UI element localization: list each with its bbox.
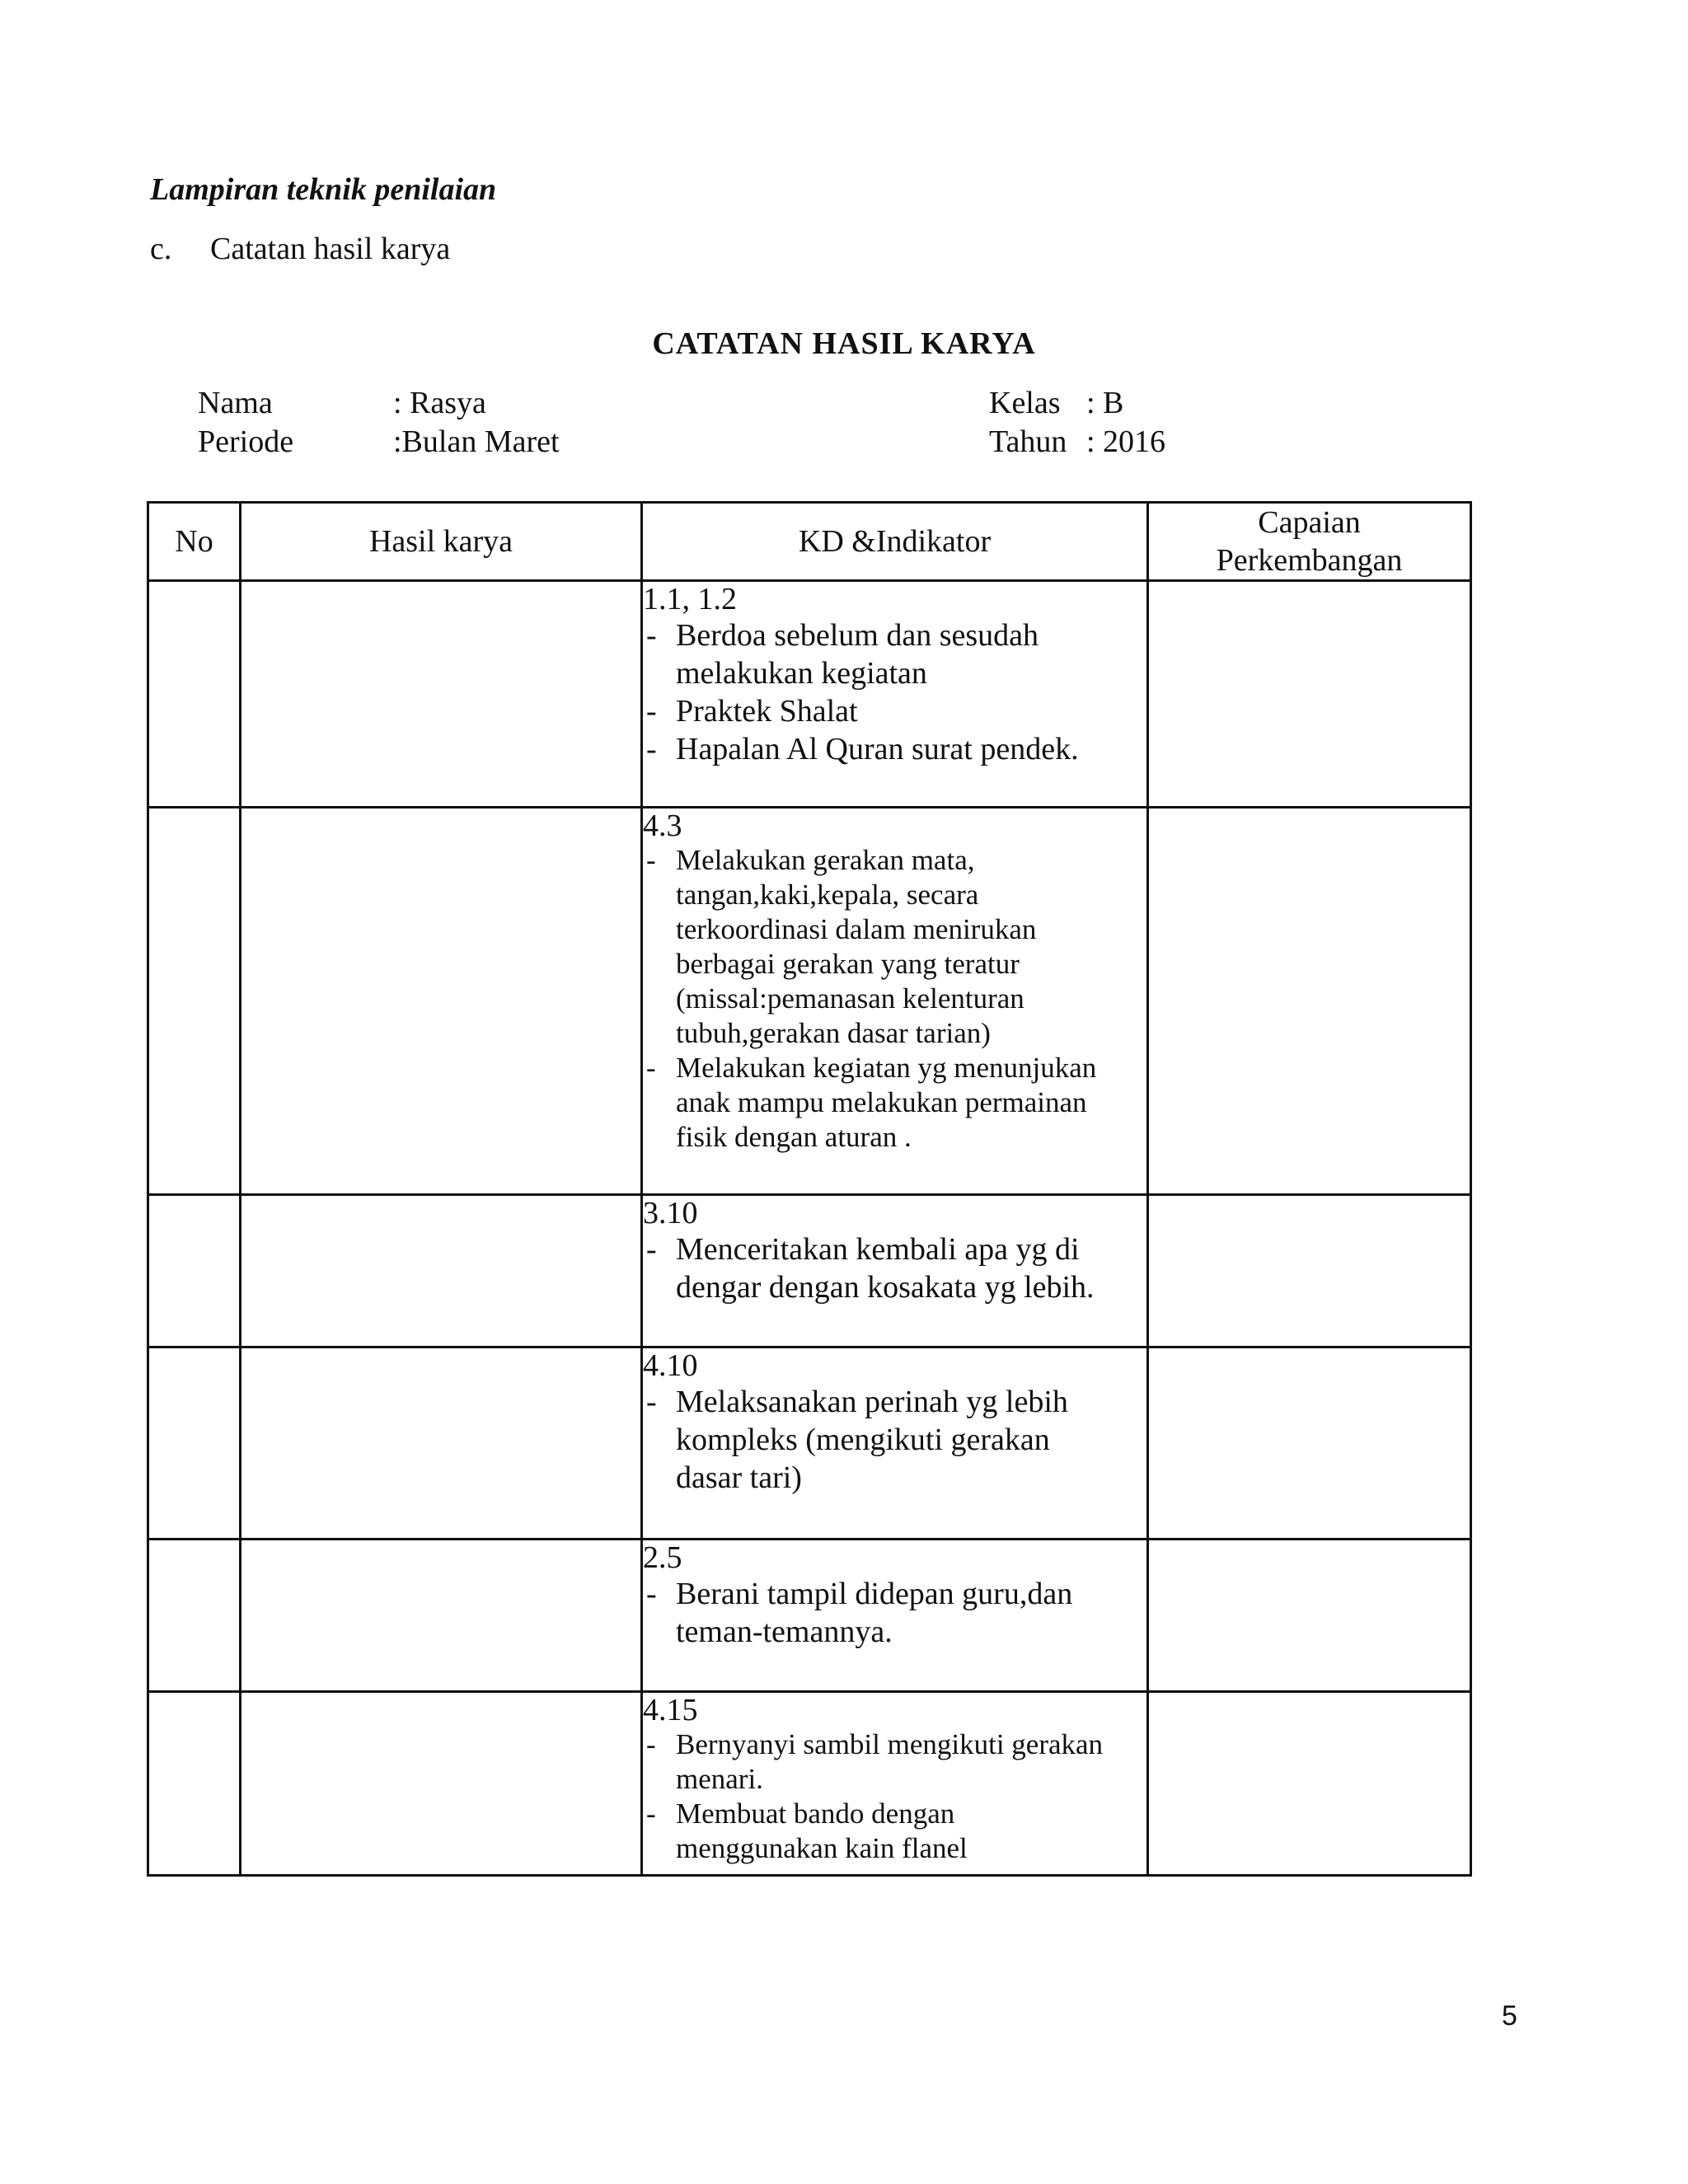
indikator-item: - Berani tampil didepan guru,dan teman-temannya. [643,1575,1146,1651]
capaian-cell [1148,581,1471,808]
periode-value: :Bulan Maret [393,424,560,459]
header-capaian [1148,503,1471,581]
indikator-item: - Berdoa sebelum dan sesudah melakukan kegiatan [643,616,1146,692]
kd-code: 4.15 [643,1693,698,1727]
indikator-item: - Menceritakan kembali apa yg di dengar dengan kosakata yg lebih. [643,1230,1146,1306]
hasil-karya-cell [241,581,642,808]
capaian-cell [1148,1347,1471,1540]
hasil-karya-cell [241,1540,642,1692]
table-row [148,1347,1471,1540]
indikator-item: - Melakukan gerakan mata, tangan,kaki,kepala, secara terkoordinasi dalam menirukan berbagai gerakan yang teratur (missal:pemanasan kelenturan tubuh,gerakan dasar tarian) [643,843,1146,1051]
kd-cell [642,1195,1148,1347]
indikator-item: - Bernyanyi sambil mengikuti gerakan menari. [643,1727,1146,1797]
header-capaian-line2: Perkembangan [1216,543,1403,578]
no-cell [148,1195,241,1347]
nama-label: Nama [198,386,273,420]
kd-cell [642,581,1148,808]
kelas-label: Kelas [989,386,1061,420]
kd-code: 1.1, 1.2 [643,582,737,616]
header-no: No [148,503,241,581]
header-kd-indikator: KD &Indikator [642,503,1148,581]
kd-cell [642,1347,1148,1540]
indikator-item: - Membuat bando dengan menggunakan kain flanel [643,1797,1146,1866]
header-hasil-karya: Hasil karya [241,503,642,581]
kd-cell [642,1692,1148,1876]
header-capaian-line1: Capaian [1258,505,1361,540]
hasil-karya-cell [241,1347,642,1540]
section-heading: Lampiran teknik penilaian [150,172,497,207]
hasil-karya-table [147,501,1472,1877]
indikator-list [643,1230,1146,1306]
table-row [148,808,1471,1195]
table-row [148,581,1471,808]
document-title: CATATAN HASIL KARYA [652,326,1036,361]
hasil-karya-cell [241,1692,642,1876]
indikator-list [643,1575,1146,1651]
no-cell [148,581,241,808]
kd-code: 4.3 [643,808,682,843]
indikator-list [643,616,1146,768]
table-header-row [148,503,1471,581]
kd-cell [642,1540,1148,1692]
item-text: Catatan hasil karya [210,232,451,266]
indikator-list [643,1727,1146,1866]
kd-code: 4.10 [643,1348,698,1383]
capaian-cell [1148,808,1471,1195]
no-cell [148,1347,241,1540]
periode-label: Periode [198,424,294,459]
hasil-karya-cell [241,1195,642,1347]
kd-cell [642,808,1148,1195]
nama-value: : Rasya [393,386,486,420]
capaian-cell [1148,1195,1471,1347]
table-row [148,1540,1471,1692]
indikator-item: - Hapalan Al Quran surat pendek. [643,730,1146,768]
kd-code: 2.5 [643,1540,682,1575]
kelas-value: : B [1086,386,1124,420]
table-row [148,1692,1471,1876]
no-cell [148,1692,241,1876]
no-cell [148,808,241,1195]
tahun-value: : 2016 [1086,424,1166,459]
indikator-item: - Melakukan kegiatan yg menunjukan anak mampu melakukan permainan fisik dengan aturan . [643,1051,1146,1155]
hasil-karya-cell [241,808,642,1195]
indikator-list [643,1383,1146,1497]
indikator-list [643,843,1146,1155]
page-number: 5 [1502,2000,1517,2032]
item-letter: c. [150,232,172,266]
indikator-item: - Praktek Shalat [643,692,1146,730]
indikator-item: - Melaksanakan perinah yg lebih kompleks (mengikuti gerakan dasar tari) [643,1383,1146,1497]
no-cell [148,1540,241,1692]
table-row [148,1195,1471,1347]
capaian-cell [1148,1540,1471,1692]
capaian-cell [1148,1692,1471,1876]
kd-code: 3.10 [643,1196,698,1230]
tahun-label: Tahun [989,424,1067,459]
